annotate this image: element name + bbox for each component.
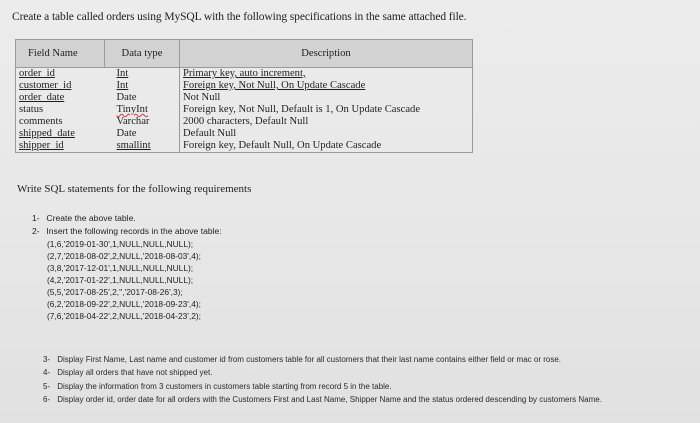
record-line: (7,6,'2018-04-22',2,NULL,'2018-04-23',2); — [47, 311, 201, 321]
table-row — [16, 140, 473, 153]
record-line: (3,8,'2017-12-01',1,NULL,NULL,NULL); — [47, 263, 194, 273]
header-description: Description — [180, 40, 473, 68]
description-cell: Foreign key, Not Null, On Update Cascade — [180, 80, 473, 92]
description-cell: Foreign key, Not Null, Default is 1, On Update Cascade — [180, 104, 473, 116]
data-type-cell: Int — [116, 80, 129, 91]
field-name-cell: comments — [16, 116, 105, 128]
requirements-list-b — [43, 353, 602, 407]
list-item — [43, 393, 602, 406]
record-line: (2,7,'2018-08-02',2,NULL,'2018-08-03',4); — [47, 251, 201, 261]
table-row — [16, 80, 473, 92]
list-item — [43, 353, 602, 366]
item-number: 1- — [32, 213, 40, 223]
description-cell: 2000 characters, Default Null — [180, 116, 473, 128]
field-name-cell: status — [16, 104, 105, 116]
item-text: Create the above table. — [46, 213, 136, 223]
record-line: (4,2,'2017-01-22',1,NULL,NULL,NULL); — [47, 275, 194, 285]
description-cell: Default Null — [180, 128, 473, 140]
list-item — [32, 212, 222, 225]
item-text: Display all orders that have not shipped yet. — [57, 368, 213, 378]
item-number: 6- — [43, 395, 51, 405]
table-row — [16, 128, 473, 140]
description-cell: Not Null — [180, 92, 473, 104]
item-text: Display order id, order date for all orders with the Customers First and Last Name, Shipper Name and the status ordered descending by customers Name. — [57, 395, 602, 405]
record-line: (1,6,'2019-01-30',1,NULL,NULL,NULL); — [47, 239, 194, 249]
field-name-cell: shipper_id — [16, 140, 105, 153]
spec-table — [15, 39, 473, 153]
item-text: Display First Name, Last name and customer id from customers table for all customers that their last name contains either field or mac or rose. — [57, 355, 561, 364]
assignment-title: Create a table called orders using MySQL with the following specifications in the same attached file. — [12, 11, 467, 23]
list-item — [43, 380, 602, 393]
record-line: (5,5,'2017-08-25',2,'','2017-08-26',3); — [47, 287, 183, 297]
field-name-cell: order_id — [16, 68, 105, 81]
record-line: (6,2,'2018-09-22',2,NULL,'2018-09-23',4); — [47, 299, 201, 309]
item-number: 3- — [43, 355, 51, 364]
data-type-cell: Int — [116, 68, 129, 79]
header-field-name: Field Name — [16, 40, 105, 68]
data-type-cell: Date — [116, 128, 137, 139]
table-row — [16, 92, 473, 104]
description-cell: Foreign key, Default Null, On Update Cascade — [180, 140, 473, 153]
data-type-cell: Date — [116, 92, 137, 103]
item-text: Insert the following records in the above table: — [46, 225, 222, 236]
item-number: 2- — [32, 225, 40, 236]
field-name-cell: shipped_date — [16, 128, 105, 140]
item-number: 4- — [43, 368, 51, 378]
header-data-type: Data type — [105, 40, 180, 68]
data-type-cell: smallint — [105, 140, 180, 153]
list-item — [32, 225, 222, 238]
table-row — [16, 116, 473, 128]
spec-table-header — [16, 40, 473, 68]
records-list — [47, 238, 201, 322]
requirements-list-a — [32, 212, 222, 237]
requirements-heading: Write SQL statements for the following requirements — [17, 183, 252, 195]
field-name-cell: customer_id — [16, 80, 105, 92]
data-type-cell: Varchar — [116, 116, 150, 127]
item-text: Display the information from 3 customers in customers table starting from record 5 in the table. — [57, 381, 392, 391]
list-item — [43, 366, 602, 379]
data-type-cell: TinyInt — [116, 104, 148, 115]
item-number: 5- — [43, 381, 51, 391]
field-name-cell: order_date — [16, 92, 105, 104]
table-row — [16, 104, 473, 116]
table-row — [16, 68, 473, 81]
description-cell: Primary key, auto increment, — [180, 68, 473, 81]
